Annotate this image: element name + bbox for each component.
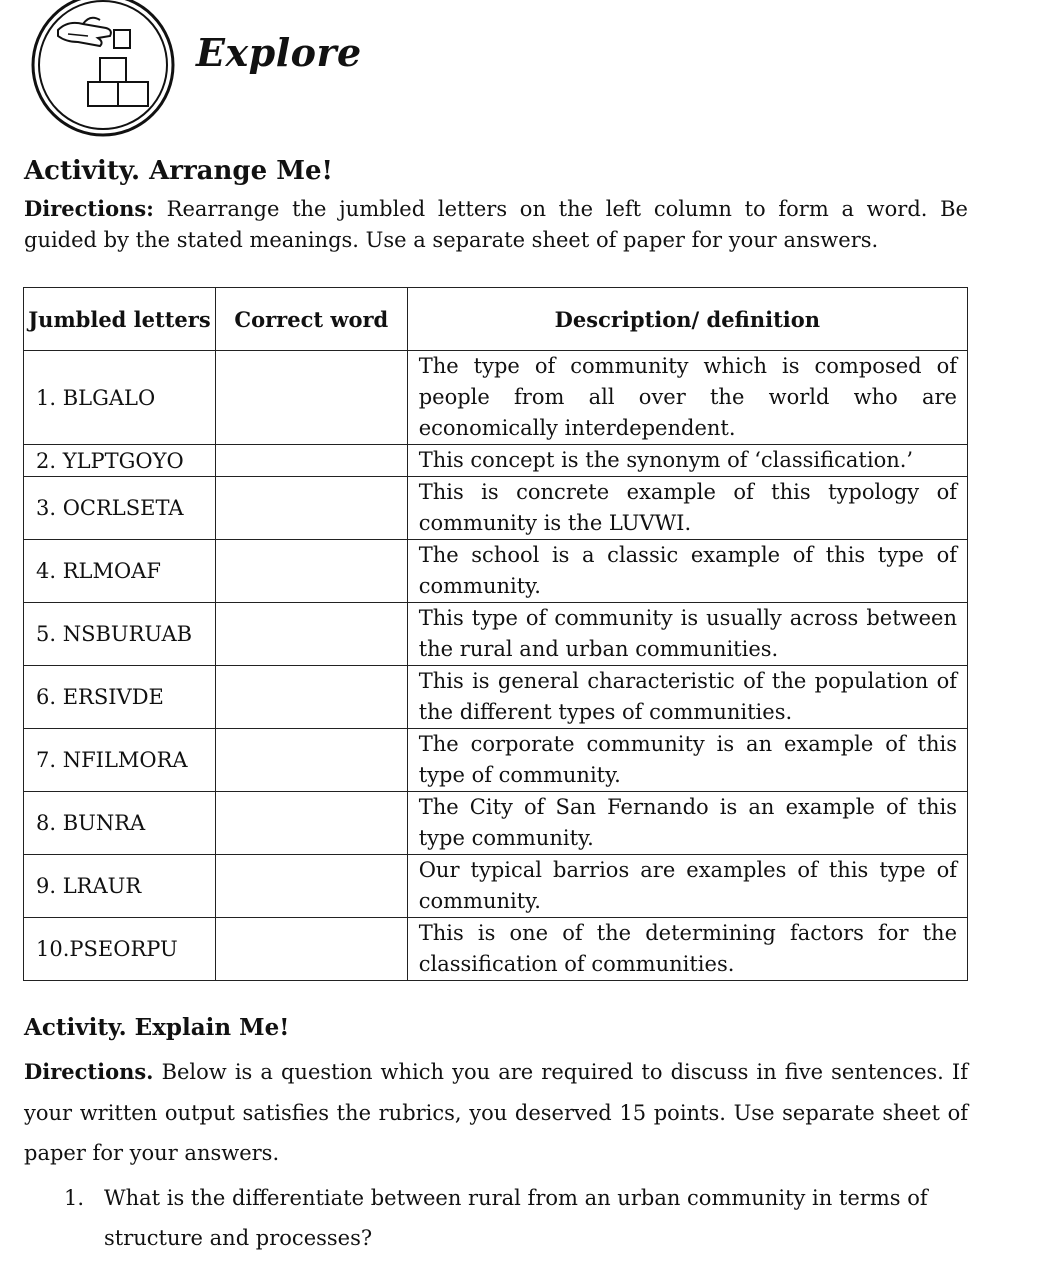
- answer-cell[interactable]: [215, 666, 407, 729]
- answer-cell[interactable]: [215, 729, 407, 792]
- answer-cell[interactable]: [215, 855, 407, 918]
- answer-cell[interactable]: [215, 792, 407, 855]
- answer-cell[interactable]: [215, 918, 407, 981]
- table-row: [24, 792, 968, 855]
- jumbled-cell: 1. BLGALO: [24, 351, 216, 445]
- description-cell: This is concrete example of this typology of community is the LUVWI.: [407, 477, 967, 540]
- jumbled-cell: 9. LRAUR: [24, 855, 216, 918]
- jumbled-cell: 8. BUNRA: [24, 792, 216, 855]
- description-cell: This is one of the determining factors for the classification of communities.: [407, 918, 967, 981]
- activity-explain-directions: [24, 1052, 968, 1174]
- table-row: [24, 477, 968, 540]
- description-cell: This type of community is usually across between the rural and urban communities.: [407, 603, 967, 666]
- table-row: [24, 540, 968, 603]
- question-number: 1.: [64, 1186, 85, 1210]
- answer-cell[interactable]: [215, 477, 407, 540]
- jumbled-cell: 3. OCRLSETA: [24, 477, 216, 540]
- jumbled-words-table: [23, 287, 968, 981]
- table-row: [24, 603, 968, 666]
- directions-text: Below is a question which you are required to discuss in five sentences. If your written output satisfies the rubrics, you deserved 15 points. Use separate sheet of paper for your answers.: [24, 1060, 968, 1165]
- table-row: [24, 729, 968, 792]
- jumbled-cell: 5. NSBURUAB: [24, 603, 216, 666]
- table-row: [24, 666, 968, 729]
- jumbled-cell: 10.PSEORPU: [24, 918, 216, 981]
- description-cell: Our typical barrios are examples of this type of community.: [407, 855, 967, 918]
- answer-cell[interactable]: [215, 351, 407, 445]
- jumbled-cell: 2. YLPTGOYO: [24, 445, 216, 477]
- jumbled-cell: 7. NFILMORA: [24, 729, 216, 792]
- hand-placing-blocks-icon: [28, 0, 178, 140]
- answer-cell[interactable]: [215, 445, 407, 477]
- description-cell: The City of San Fernando is an example of this type community.: [407, 792, 967, 855]
- answer-cell[interactable]: [215, 603, 407, 666]
- table-row: [24, 918, 968, 981]
- answer-cell[interactable]: [215, 540, 407, 603]
- activity-arrange-heading: Activity. Arrange Me!: [24, 156, 333, 186]
- directions-label: Directions.: [24, 1059, 154, 1084]
- header-description: Description/ definition: [407, 288, 967, 351]
- activity-explain-heading: Activity. Explain Me!: [24, 1014, 290, 1041]
- section-title: Explore: [196, 30, 362, 75]
- description-cell: The school is a classic example of this type of community.: [407, 540, 967, 603]
- description-cell: This is general characteristic of the population of the different types of communities.: [407, 666, 967, 729]
- description-cell: The type of community which is composed of people from all over the world who are economically interdependent.: [407, 351, 967, 445]
- table-row: [24, 351, 968, 445]
- header-correct-word: Correct word: [215, 288, 407, 351]
- jumbled-cell: 4. RLMOAF: [24, 540, 216, 603]
- directions-text: Rearrange the jumbled letters on the left column to form a word. Be guided by the stated meanings. Use a separate sheet of paper for your answers.: [24, 197, 968, 252]
- table-header-row: [24, 288, 968, 351]
- jumbled-cell: 6. ERSIVDE: [24, 666, 216, 729]
- table-row: [24, 445, 968, 477]
- header-jumbled-letters: Jumbled letters: [24, 288, 216, 351]
- description-cell: The corporate community is an example of this type of community.: [407, 729, 967, 792]
- section-header: [24, 0, 924, 140]
- description-cell: This concept is the synonym of ‘classification.’: [407, 445, 967, 477]
- table-row: [24, 855, 968, 918]
- activity-arrange-directions: [24, 193, 968, 256]
- question-text: What is the differentiate between rural from an urban community in terms of structure and processes?: [104, 1186, 928, 1250]
- directions-label: Directions:: [24, 196, 154, 221]
